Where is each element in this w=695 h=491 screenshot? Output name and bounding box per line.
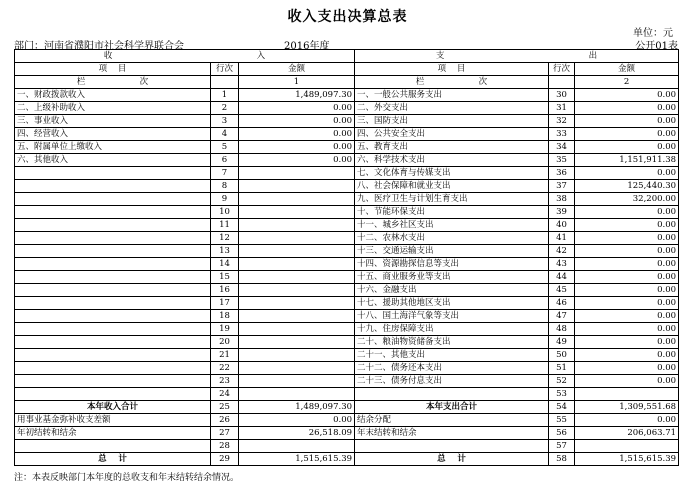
income-lanci-cell: [15, 76, 211, 89]
expense-section-header: [355, 50, 679, 63]
expense-line-no: 44: [549, 271, 575, 284]
total-income-label: 总 计: [15, 453, 211, 466]
expense-item-header: 项 目: [355, 63, 549, 76]
table-row: [15, 245, 679, 258]
expense-line-blank: [549, 76, 575, 89]
expense-lan-label: 栏: [415, 77, 425, 87]
total-expense-amount: 1,515,615.39: [575, 453, 679, 466]
income-amount: [239, 297, 355, 310]
table-row: [15, 154, 679, 167]
expense-amount: 0.00: [575, 219, 679, 232]
summary-income-item: 年初结转和结余: [15, 427, 211, 440]
summary-expense-item: 结余分配: [355, 414, 549, 427]
expense-amount: 0.00: [575, 89, 679, 102]
expense-item: 十四、资源勘探信息等支出: [355, 258, 549, 271]
income-item: [15, 349, 211, 362]
income-amount: 0.00: [239, 154, 355, 167]
income-column-number: 1: [239, 76, 355, 89]
summary-expense-line-no: 57: [549, 440, 575, 453]
income-line-no: 10: [211, 206, 239, 219]
summary-expense-line-no: 54: [549, 401, 575, 414]
expense-item: 九、医疗卫生与计划生育支出: [355, 193, 549, 206]
income-item: 三、事业收入: [15, 115, 211, 128]
expense-item: 四、公共安全支出: [355, 128, 549, 141]
expense-section-char-1: 支: [435, 51, 445, 61]
unit-label: 单位：元: [633, 28, 673, 39]
income-amount: [239, 258, 355, 271]
income-line-no: 3: [211, 115, 239, 128]
income-amount: [239, 167, 355, 180]
income-ci-label: 次: [139, 77, 149, 87]
expense-item: 六、科学技术支出: [355, 154, 549, 167]
expense-amount: 0.00: [575, 141, 679, 154]
expense-line-no: 36: [549, 167, 575, 180]
table-row: [15, 180, 679, 193]
expense-line-no: 47: [549, 310, 575, 323]
expense-amount: 0.00: [575, 271, 679, 284]
total-expense-line-no: 58: [549, 453, 575, 466]
income-item: [15, 323, 211, 336]
expense-line-no: 31: [549, 102, 575, 115]
income-item: [15, 245, 211, 258]
income-amount: [239, 336, 355, 349]
expense-amount: 0.00: [575, 245, 679, 258]
department-label: 部门：河南省濮阳市社会科学界联合会: [14, 41, 184, 52]
income-item: [15, 219, 211, 232]
income-item: 五、附属单位上缴收入: [15, 141, 211, 154]
total-income-line-no: 29: [211, 453, 239, 466]
expense-amount: 0.00: [575, 362, 679, 375]
expense-item: 十一、城乡社区支出: [355, 219, 549, 232]
expense-lanci-cell: [355, 76, 549, 89]
expense-line-no: 48: [549, 323, 575, 336]
expense-item: 十七、援助其他地区支出: [355, 297, 549, 310]
income-item: [15, 206, 211, 219]
income-amount: [239, 388, 355, 401]
income-line-no: 1: [211, 89, 239, 102]
income-item: [15, 167, 211, 180]
income-line-no: 24: [211, 388, 239, 401]
expense-amount: 0.00: [575, 232, 679, 245]
table-row: [15, 349, 679, 362]
expense-line-no: 30: [549, 89, 575, 102]
expense-item: 八、社会保障和就业支出: [355, 180, 549, 193]
summary-row: [15, 414, 679, 427]
income-item: 二、上级补助收入: [15, 102, 211, 115]
table-row: [15, 232, 679, 245]
expense-item: 十三、交通运输支出: [355, 245, 549, 258]
income-amount: 0.00: [239, 115, 355, 128]
expense-amount: 125,440.30: [575, 180, 679, 193]
summary-expense-line-no: 55: [549, 414, 575, 427]
income-amount: 0.00: [239, 141, 355, 154]
expense-line-no: 45: [549, 284, 575, 297]
summary-income-amount: 0.00: [239, 414, 355, 427]
expense-amount: 0.00: [575, 323, 679, 336]
expense-section-char-2: 出: [588, 51, 598, 61]
income-section-header: [15, 50, 355, 63]
summary-expense-amount: 0.00: [575, 414, 679, 427]
income-amount: [239, 232, 355, 245]
expense-item: [355, 388, 549, 401]
summary-expense-amount: 1,309,551.68: [575, 401, 679, 414]
expense-line-no: 40: [549, 219, 575, 232]
expense-amount: 1,151,911.38: [575, 154, 679, 167]
expense-line-no: 52: [549, 375, 575, 388]
income-item: [15, 297, 211, 310]
section-header-row: [15, 50, 679, 63]
table-row: [15, 167, 679, 180]
expense-line-no: 51: [549, 362, 575, 375]
table-row: [15, 375, 679, 388]
expense-amount: 0.00: [575, 115, 679, 128]
expense-item: 三、国防支出: [355, 115, 549, 128]
table-row: [15, 128, 679, 141]
report-title: 收入支出决算总表: [287, 9, 408, 25]
income-section-char-1: 收: [103, 51, 113, 61]
income-amount: [239, 284, 355, 297]
income-amount: [239, 206, 355, 219]
expense-item: 二十二、债务还本支出: [355, 362, 549, 375]
summary-income-line-no: 25: [211, 401, 239, 414]
income-amount: [239, 271, 355, 284]
expense-amount: 0.00: [575, 258, 679, 271]
table-row: [15, 89, 679, 102]
table-row: [15, 141, 679, 154]
income-line-no: 11: [211, 219, 239, 232]
summary-row: [15, 401, 679, 414]
income-line-no: 16: [211, 284, 239, 297]
expense-line-no: 37: [549, 180, 575, 193]
income-line-no: 15: [211, 271, 239, 284]
income-line-no: 23: [211, 375, 239, 388]
form-number: 公开01表: [635, 41, 678, 52]
income-item: [15, 284, 211, 297]
income-amount: [239, 310, 355, 323]
summary-expense-item: [355, 440, 549, 453]
summary-income-amount: 26,518.09: [239, 427, 355, 440]
table-row: [15, 193, 679, 206]
expense-amount: 0.00: [575, 128, 679, 141]
expense-line-no: 34: [549, 141, 575, 154]
income-line-no: 17: [211, 297, 239, 310]
income-amount: [239, 245, 355, 258]
table-row: [15, 297, 679, 310]
expense-amount: 0.00: [575, 297, 679, 310]
summary-row: [15, 427, 679, 440]
table-row: [15, 336, 679, 349]
budget-table: [14, 49, 679, 466]
expense-line-no: 38: [549, 193, 575, 206]
expense-line-no: 33: [549, 128, 575, 141]
income-amount: [239, 362, 355, 375]
expense-line-no: 46: [549, 297, 575, 310]
expense-amount: 0.00: [575, 310, 679, 323]
expense-item: 七、文化体育与传媒支出: [355, 167, 549, 180]
table-row: [15, 206, 679, 219]
summary-income-line-no: 26: [211, 414, 239, 427]
expense-line-no: 49: [549, 336, 575, 349]
income-item: [15, 193, 211, 206]
income-line-no: 22: [211, 362, 239, 375]
table-row: [15, 388, 679, 401]
expense-item: 十八、国土海洋气象等支出: [355, 310, 549, 323]
table-row: [15, 102, 679, 115]
income-item: 六、其他收入: [15, 154, 211, 167]
income-line-no: 21: [211, 349, 239, 362]
expense-item: 二十三、债务付息支出: [355, 375, 549, 388]
income-line-no: 9: [211, 193, 239, 206]
total-income-amount: 1,515,615.39: [239, 453, 355, 466]
expense-item: 二、外交支出: [355, 102, 549, 115]
expense-item: 十九、住房保障支出: [355, 323, 549, 336]
income-item: 四、经营收入: [15, 128, 211, 141]
income-amount: [239, 219, 355, 232]
summary-income-line-no: 28: [211, 440, 239, 453]
table-row: [15, 258, 679, 271]
summary-row: [15, 440, 679, 453]
income-section-char-2: 入: [256, 51, 266, 61]
year-label: 2016年度: [284, 41, 330, 52]
income-item: 一、财政拨款收入: [15, 89, 211, 102]
column-header-row: [15, 63, 679, 76]
expense-item: 五、教育支出: [355, 141, 549, 154]
income-line-no: 14: [211, 258, 239, 271]
footnote: 注：本表反映部门本年度的总收支和年末结转结余情况。: [14, 473, 240, 483]
expense-line-header: 行次: [549, 63, 575, 76]
income-line-no: 8: [211, 180, 239, 193]
expense-line-no: 41: [549, 232, 575, 245]
income-item: [15, 180, 211, 193]
expense-line-no: 39: [549, 206, 575, 219]
summary-expense-line-no: 56: [549, 427, 575, 440]
expense-amount-header: 金额: [575, 63, 679, 76]
expense-line-no: 42: [549, 245, 575, 258]
expense-ci-label: 次: [478, 77, 488, 87]
expense-amount: [575, 388, 679, 401]
table-row: [15, 219, 679, 232]
expense-amount: 0.00: [575, 206, 679, 219]
summary-income-line-no: 27: [211, 427, 239, 440]
table-row: [15, 362, 679, 375]
income-item: [15, 388, 211, 401]
expense-item: 十六、金融支出: [355, 284, 549, 297]
income-item: [15, 375, 211, 388]
summary-income-item: [15, 440, 211, 453]
expense-line-no: 50: [549, 349, 575, 362]
expense-item: 一、一般公共服务支出: [355, 89, 549, 102]
income-line-no: 2: [211, 102, 239, 115]
expense-line-no: 32: [549, 115, 575, 128]
income-item: [15, 258, 211, 271]
income-amount: [239, 180, 355, 193]
income-line-no: 13: [211, 245, 239, 258]
income-amount: [239, 375, 355, 388]
income-line-header: 行次: [211, 63, 239, 76]
expense-item: 十、节能环保支出: [355, 206, 549, 219]
expense-item: 二十一、其他支出: [355, 349, 549, 362]
income-amount-header: 金额: [239, 63, 355, 76]
expense-amount: 0.00: [575, 375, 679, 388]
income-line-no: 20: [211, 336, 239, 349]
expense-line-no: 35: [549, 154, 575, 167]
table-row: [15, 310, 679, 323]
expense-amount: 0.00: [575, 349, 679, 362]
expense-line-no: 43: [549, 258, 575, 271]
income-amount: 0.00: [239, 128, 355, 141]
income-amount: [239, 193, 355, 206]
table-row: [15, 284, 679, 297]
expense-item: 十五、商业服务业等支出: [355, 271, 549, 284]
income-amount: [239, 323, 355, 336]
summary-income-amount: [239, 440, 355, 453]
income-item: [15, 232, 211, 245]
expense-amount: 0.00: [575, 167, 679, 180]
expense-line-no: 53: [549, 388, 575, 401]
income-item: [15, 310, 211, 323]
income-line-no: 12: [211, 232, 239, 245]
summary-expense-item: 年末结转和结余: [355, 427, 549, 440]
income-line-no: 18: [211, 310, 239, 323]
expense-amount: 0.00: [575, 102, 679, 115]
summary-income-item: 本年收入合计: [15, 401, 211, 414]
income-line-no: 4: [211, 128, 239, 141]
total-expense-label: 总 计: [355, 453, 549, 466]
table-row: [15, 115, 679, 128]
income-item: [15, 336, 211, 349]
summary-income-amount: 1,489,097.30: [239, 401, 355, 414]
column-number-row: [15, 76, 679, 89]
income-amount: 0.00: [239, 102, 355, 115]
summary-income-item: 用事业基金弥补收支差额: [15, 414, 211, 427]
income-item: [15, 271, 211, 284]
expense-amount: 0.00: [575, 284, 679, 297]
summary-expense-item: 本年支出合计: [355, 401, 549, 414]
income-line-no: 6: [211, 154, 239, 167]
summary-expense-amount: [575, 440, 679, 453]
summary-expense-amount: 206,063.71: [575, 427, 679, 440]
expense-amount: 0.00: [575, 336, 679, 349]
income-amount: [239, 349, 355, 362]
income-line-no: 7: [211, 167, 239, 180]
report-meta: [14, 37, 678, 52]
income-lan-label: 栏: [76, 77, 86, 87]
income-amount: 1,489,097.30: [239, 89, 355, 102]
income-item: [15, 362, 211, 375]
expense-amount: 32,200.00: [575, 193, 679, 206]
income-item-header: 项 目: [15, 63, 211, 76]
expense-item: 十二、农林水支出: [355, 232, 549, 245]
table-row: [15, 323, 679, 336]
grand-total-row: [15, 453, 679, 466]
expense-column-number: 2: [575, 76, 679, 89]
income-line-no: 19: [211, 323, 239, 336]
income-line-no: 5: [211, 141, 239, 154]
income-line-blank: [211, 76, 239, 89]
table-row: [15, 271, 679, 284]
expense-item: 二十、粮油物资储备支出: [355, 336, 549, 349]
